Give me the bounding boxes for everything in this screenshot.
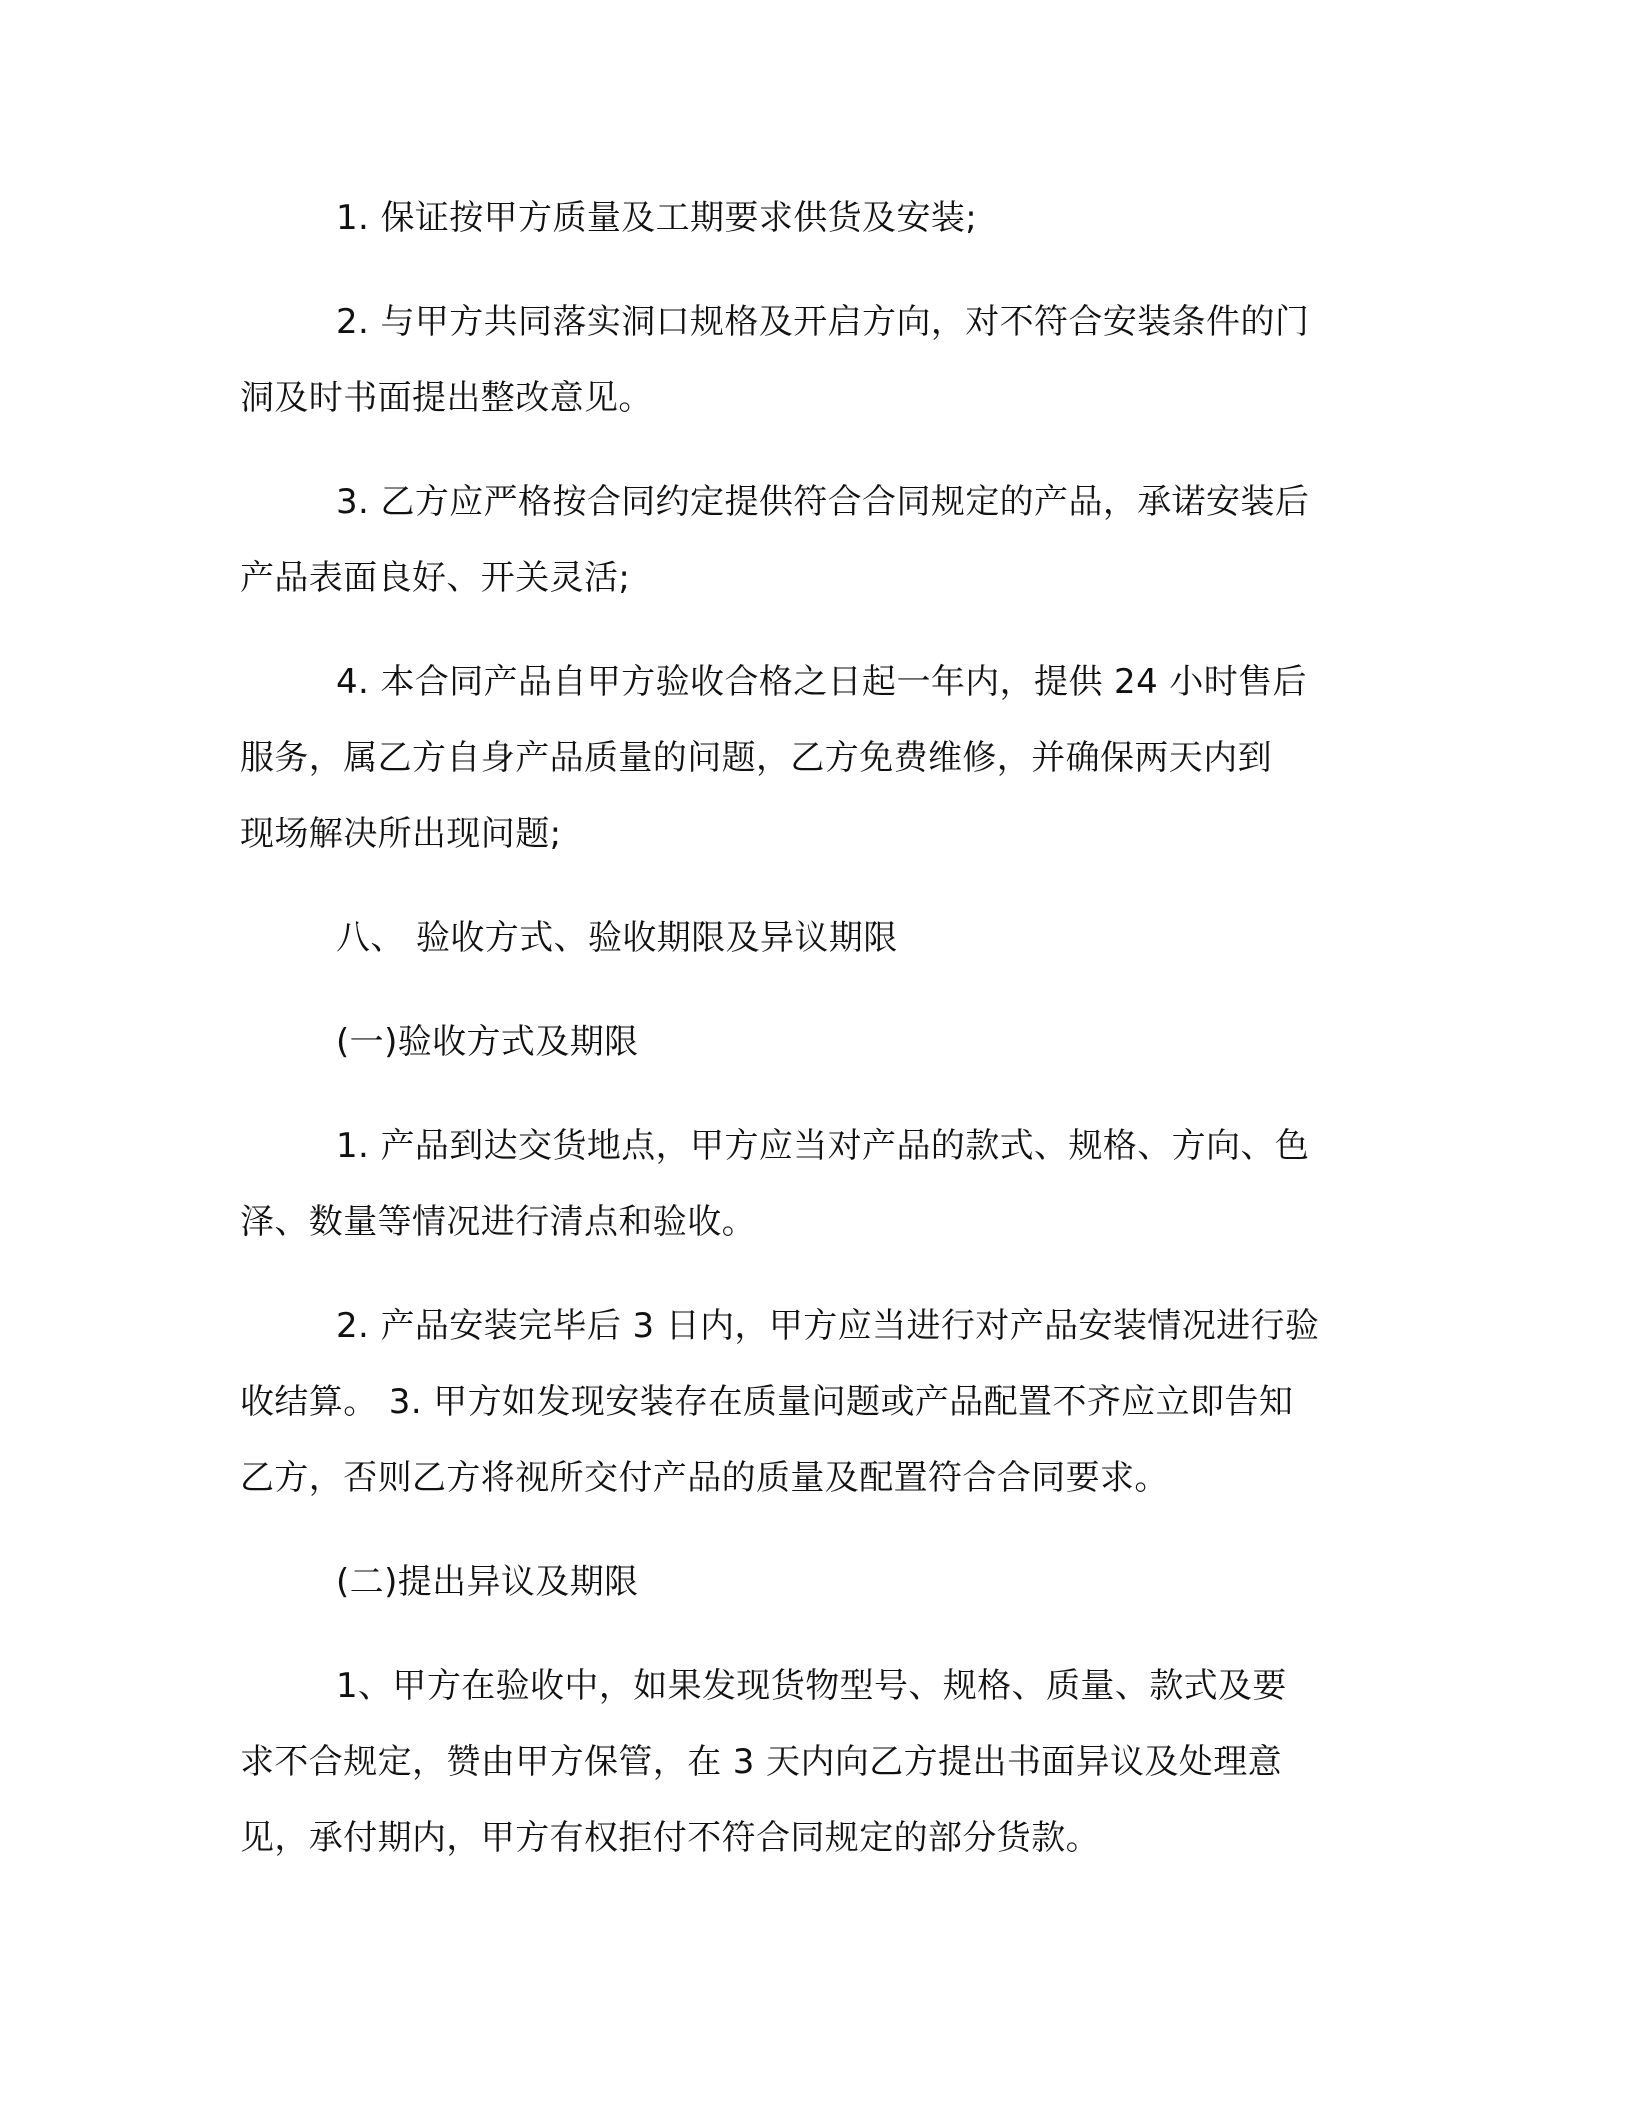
paragraph-6 — [240, 1288, 1390, 1516]
paragraph-line: 2. 产品安装完毕后 3 日内，甲方应当进行对产品安装情况进行验 — [336, 1306, 1320, 1346]
paragraph-line: 3. 乙方应严格按合同约定提供符合合同规定的产品，承诺安装后 — [336, 482, 1310, 522]
paragraph-line: 现场解决所出现问题; — [240, 814, 562, 854]
paragraph-line: 见，承付期内，甲方有权拒付不符合同规定的部分货款。 — [240, 1818, 1100, 1858]
paragraph-line: 2. 与甲方共同落实洞口规格及开启方向，对不符合安装条件的门 — [336, 302, 1310, 342]
paragraph-line: 产品表面良好、开关灵活; — [240, 558, 631, 598]
paragraph-line: 求不合规定，赞由甲方保管，在 3 天内向乙方提出书面异议及处理意 — [240, 1742, 1283, 1782]
paragraph-4 — [240, 644, 1390, 872]
paragraph-2 — [240, 284, 1390, 436]
paragraph-3 — [240, 464, 1390, 616]
paragraph-line: 洞及时书面提出整改意见。 — [240, 378, 653, 418]
paragraph-line: 1. 保证按甲方质量及工期要求供货及安装; — [336, 198, 978, 238]
paragraph-7 — [240, 1648, 1390, 1876]
subsection-heading-2 — [240, 1544, 1390, 1620]
subsection-heading-text: (一)验收方式及期限 — [336, 1022, 639, 1062]
paragraph-line: 4. 本合同产品自甲方验收合格之日起一年内，提供 24 小时售后 — [336, 662, 1307, 702]
section-heading-text: 八、 验收方式、验收期限及异议期限 — [336, 918, 898, 958]
subsection-heading-text: (二)提出异议及期限 — [336, 1562, 639, 1602]
paragraph-5 — [240, 1108, 1390, 1260]
paragraph-line: 1、甲方在验收中，如果发现货物型号、规格、质量、款式及要 — [336, 1666, 1287, 1706]
paragraph-line: 泽、数量等情况进行清点和验收。 — [240, 1202, 756, 1242]
paragraph-line: 1. 产品到达交货地点，甲方应当对产品的款式、规格、方向、色 — [336, 1126, 1310, 1166]
paragraph-line: 乙方，否则乙方将视所交付产品的质量及配置符合合同要求。 — [240, 1458, 1169, 1498]
paragraph-line: 服务，属乙方自身产品质量的问题，乙方免费维修，并确保两天内到 — [240, 738, 1272, 778]
paragraph-line: 收结算。 3. 甲方如发现安装存在质量问题或产品配置不齐应立即告知 — [240, 1382, 1294, 1422]
section-heading — [240, 900, 1390, 976]
paragraph-1 — [240, 180, 1390, 256]
subsection-heading-1 — [240, 1004, 1390, 1080]
